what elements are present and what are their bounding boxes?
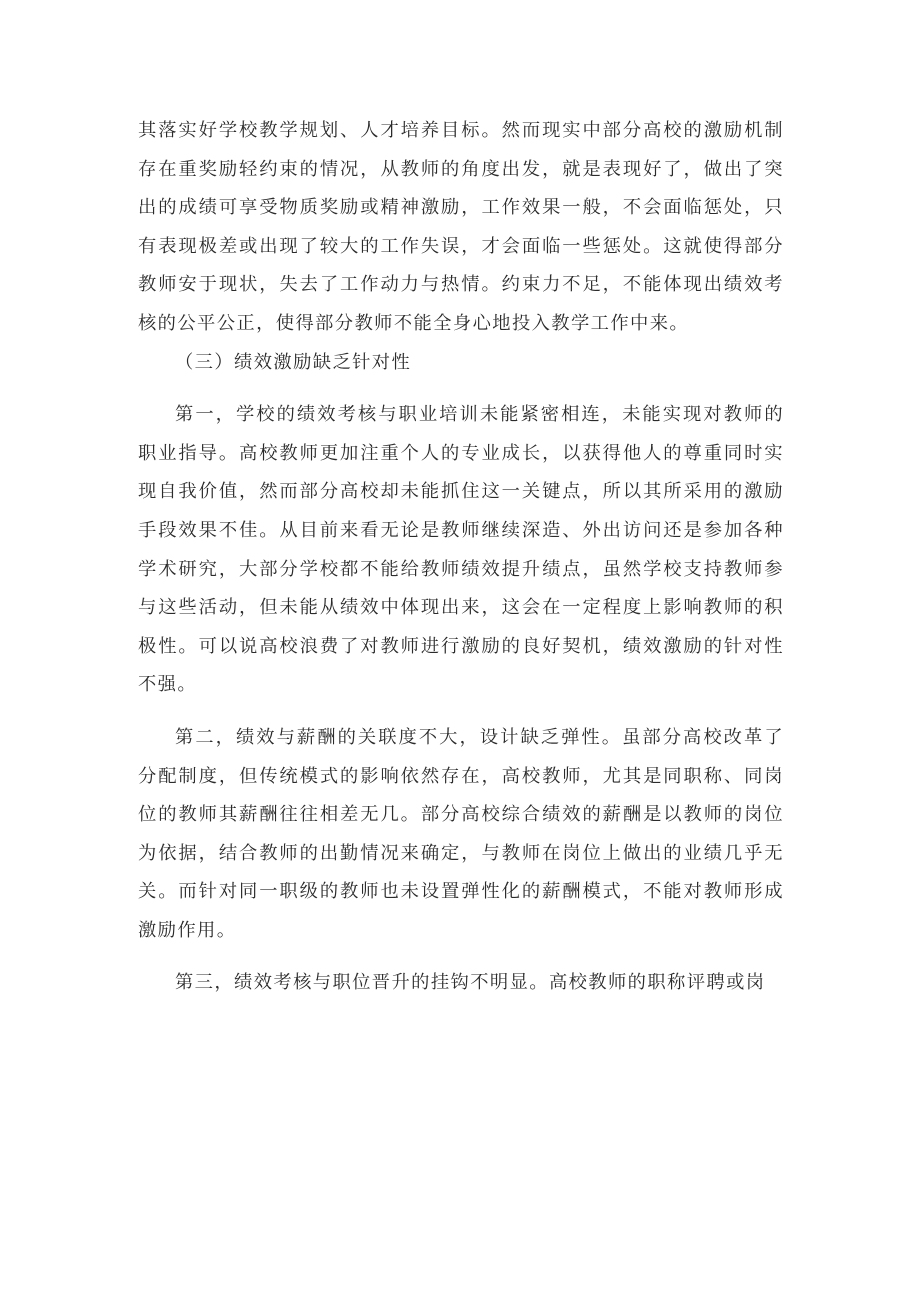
paragraph-second-point: 第二，绩效与薪酬的关联度不大，设计缺乏弹性。虽部分高校改革了分配制度，但传统模式的影响依然存在，高校教师，尤其是同职称、同岗位的教师其薪酬往往相差无几。部分高校综合绩效的薪酬是以教师的岗位为依据，结合教师的出勤情况来确定，与教师在岗位上做出的业绩几乎无关。而针对同一职级的教师也未设置弹性化的薪酬模式，不能对教师形成激励作用。 xyxy=(138,726,784,941)
document-page xyxy=(138,112,784,1003)
paragraph-third-point: 第三，绩效考核与职位晋升的挂钩不明显。高校教师的职称评聘或岗 xyxy=(175,972,766,994)
section-heading: （三）绩效激励缺乏针对性 xyxy=(175,351,412,373)
paragraph-first-point: 第一，学校的绩效考核与职业培训未能紧密相连，未能实现对教师的职业指导。高校教师更加注重个人的专业成长，以获得他人的尊重同时实现自我价值，然而部分高校却未能抓住这一关键点，所以其所采用的激励手段效果不佳。从目前来看无论是教师继续深造、外出访问还是参加各种学术研究，大部分学校都不能给教师绩效提升绩点，虽然学校支持教师参与这些活动，但未能从绩效中体现出来，这会在一定程度上影响教师的积极性。可以说高校浪费了对教师进行激励的良好契机，绩效激励的针对性不强。 xyxy=(138,404,784,696)
paragraph-continuation: 其落实好学校教学规划、人才培养目标。然而现实中部分高校的激励机制存在重奖励轻约束的情况，从教师的角度出发，就是表现好了，做出了突出的成绩可享受物质奖励或精神激励，工作效果一般，不会面临惩处，只有表现极差或出现了较大的工作失误，才会面临一些惩处。这就使得部分教师安于现状，失去了工作动力与热情。约束力不足，不能体现出绩效考核的公平公正，使得部分教师不能全身心地投入教学工作中来。 xyxy=(138,120,784,334)
